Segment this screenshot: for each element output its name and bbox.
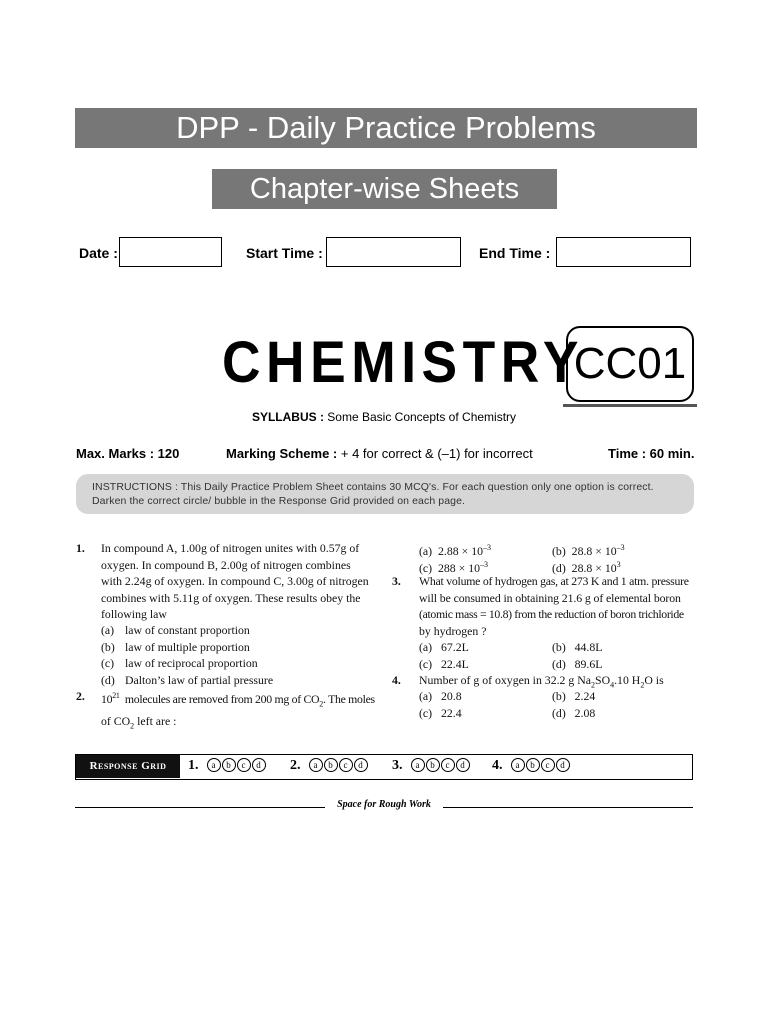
bubble-4c[interactable]: c [541,758,555,772]
option-letter: (c) [419,705,433,720]
q1-option-c[interactable] [101,655,273,672]
q3-line: (atomic mass = 10.8) from the reduction of boron trichloride [419,607,684,621]
q4-option-c[interactable] [419,705,462,722]
start-time-label: Start Time : [246,245,323,261]
q3-line: will be consumed in obtaining 21.6 g of elemental boron [419,590,681,605]
q3-options [419,639,694,672]
option-text: 67.2L [440,640,469,654]
option-text: law of constant proportion [125,623,250,637]
option-letter: (c) [419,656,433,671]
option-text: 22.4 [440,705,462,720]
end-time-label: End Time : [479,245,551,261]
q1-line: In compound A, 1.00g of nitrogen unites with 0.57g of [101,541,360,555]
q1-line: combines with 5.11g of oxygen. These results obey the [101,590,361,605]
syllabus-text: Some Basic Concepts of Chemistry [327,410,517,424]
option-letter: (b) [101,639,115,654]
grid-item-number: 3. [392,758,403,773]
option-text: 89.6L [574,656,603,671]
option-text: 288 × 10 [438,560,481,575]
grid-item-1 [188,758,266,774]
q3-number: 3. [392,574,401,588]
page-banner: DPP - Daily Practice Problems [75,108,697,148]
rough-work-divider [75,801,693,813]
bubble-2b[interactable]: b [324,758,338,772]
q1-option-b[interactable] [101,639,273,656]
option-text: 20.8 [440,689,462,703]
marking-scheme [226,446,533,461]
q3-option-d[interactable] [552,656,602,673]
q2-number: 2. [76,689,85,703]
bubble-4d[interactable]: d [556,758,570,772]
q4-option-d[interactable] [552,705,595,722]
subject-title: CHEMISTRY [222,330,584,395]
option-letter: (a) [101,623,115,637]
max-marks: Max. Marks : 120 [76,446,180,461]
code-underline [563,404,697,407]
page-subbanner: Chapter-wise Sheets [212,169,557,209]
q3-text [419,573,695,639]
option-text: Dalton’s law of partial pressure [125,672,274,687]
rough-work-label: Space for Rough Work [337,799,431,810]
instructions-box: INSTRUCTIONS : This Daily Practice Problem Sheet contains 30 MCQ's. For each question only one option is correct. Darken the correct circle/ bubble in the Response Grid provided on each page. [76,474,694,514]
option-letter: (b) [552,543,566,558]
grid-item-number: 4. [492,758,503,773]
option-exponent: 3 [616,559,621,569]
option-text: 28.8 × 10 [571,560,617,575]
q1-option-d[interactable] [101,672,273,689]
bubble-1c[interactable]: c [237,758,251,772]
option-letter: (b) [552,689,566,703]
q1-line: with 2.24g of oxygen. In compound C, 3.00g of nitrogen [101,574,369,588]
q3-option-a[interactable] [419,639,469,656]
option-text: 44.8L [574,640,603,654]
q2-options [419,540,694,573]
start-time-field[interactable] [326,237,461,267]
q4-option-a[interactable] [419,688,462,705]
grid-item-number: 2. [290,758,301,773]
grid-item-4 [492,758,570,774]
option-letter: (d) [101,672,115,687]
marking-scheme-text: + 4 for correct & (–1) for incorrect [340,446,533,461]
rough-line-right [443,807,693,808]
option-letter: (c) [101,656,115,670]
option-text: law of reciprocal proportion [125,656,258,670]
q2-text: $10^{21}$ molecules are removed from 200 mg of $CO_2$. The moles of $CO_2$ left are : [101,691,375,731]
option-exponent: –3 [480,559,489,569]
option-text: 22.4L [440,656,469,671]
q4-options [419,688,694,721]
grid-item-number: 1. [188,758,199,773]
q3-option-c[interactable] [419,656,469,673]
date-field[interactable] [119,237,222,267]
q1-options [101,622,273,688]
option-letter: (a) [419,689,433,703]
option-letter: (d) [552,560,566,575]
bubble-4a[interactable]: a [511,758,525,772]
q1-number: 1. [76,541,85,555]
bubble-2d[interactable]: d [354,758,368,772]
q1-text [101,540,378,623]
bubble-2a[interactable]: a [309,758,323,772]
q3-option-b[interactable] [552,639,602,656]
date-label: Date : [79,245,118,261]
q4-text: Number of g of oxygen in 32.2 g $Na_2SO_4.10$ $H_2O$ is [419,673,664,690]
end-time-field[interactable] [556,237,691,267]
response-grid-label: Response Grid [76,755,180,778]
option-letter: (c) [419,560,433,575]
option-text: 2.88 × 10 [438,543,483,558]
bubble-2c[interactable]: c [339,758,353,772]
bubble-3b[interactable]: b [426,758,440,772]
q4-option-b[interactable] [552,688,595,705]
option-text: 2.08 [574,705,596,720]
q3-line: What volume of hydrogen gas, at 273 K and 1 atm. pressure [419,574,689,588]
option-letter: (a) [419,543,433,558]
option-text: 28.8 × 10 [571,543,617,558]
bubble-3c[interactable]: c [441,758,455,772]
option-letter: (a) [419,640,433,654]
time-limit: Time : 60 min. [608,446,695,461]
option-letter: (d) [552,656,566,671]
grid-item-3 [392,758,470,774]
bubble-3d[interactable]: d [456,758,470,772]
bubble-4b[interactable]: b [526,758,540,772]
q3-line: by hydrogen ? [419,623,487,638]
marking-scheme-label: Marking Scheme : [226,446,338,461]
sheet-code: CC01 [566,326,694,402]
grid-item-2 [290,758,368,774]
q1-line: oxygen. In compound B, 2.00g of nitrogen combines [101,557,351,572]
q1-option-a[interactable] [101,622,273,639]
syllabus-label: SYLLABUS : [251,410,324,424]
bubble-1a[interactable]: a [207,758,221,772]
option-exponent: –3 [483,543,491,552]
bubble-1b[interactable]: b [222,758,236,772]
option-text: 2.24 [574,689,596,703]
syllabus [0,410,768,424]
q4-number: 4. [392,673,401,687]
option-text: law of multiple proportion [125,639,250,654]
option-letter: (b) [552,640,566,654]
response-grid [75,754,693,780]
option-letter: (d) [552,705,566,720]
bubble-3a[interactable]: a [411,758,425,772]
q1-line: following law [101,607,167,621]
bubble-1d[interactable]: d [252,758,266,772]
option-exponent: –3 [616,543,625,552]
